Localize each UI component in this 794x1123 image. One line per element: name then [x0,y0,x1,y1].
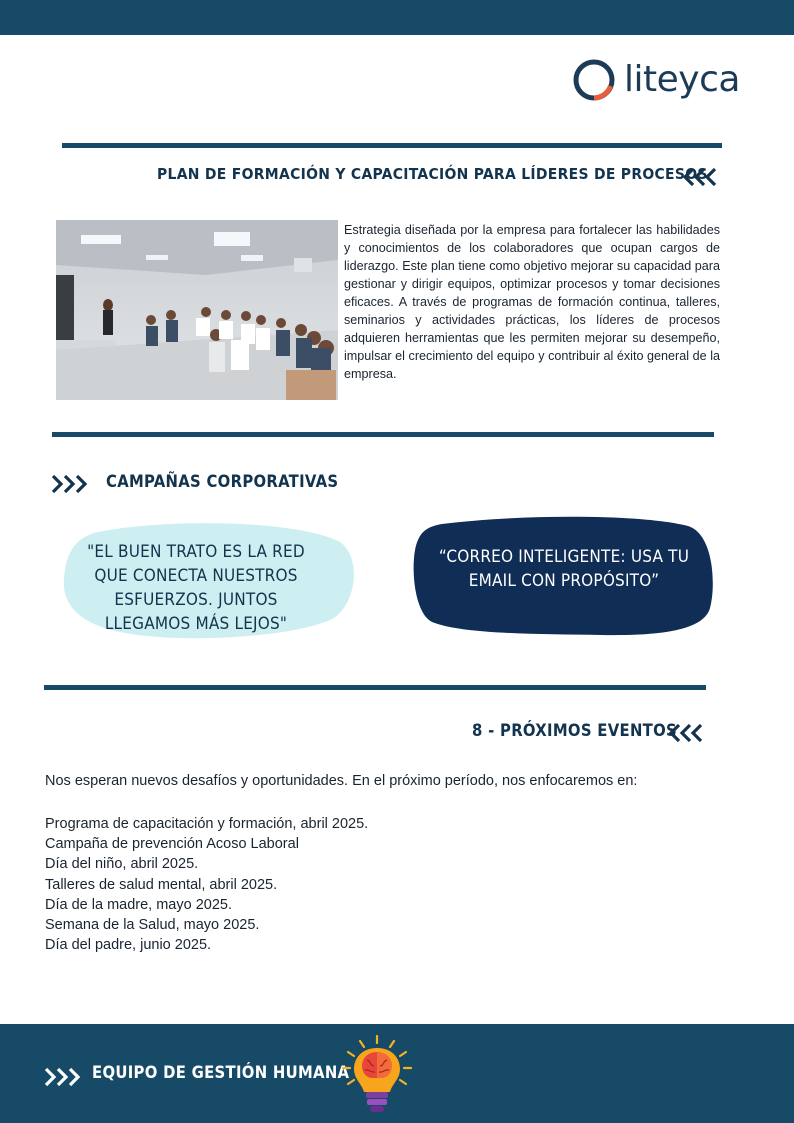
training-session-photo [56,220,338,400]
training-description: Estrategia diseñada por la empresa para fortalecer las habilidades y conocimientos de los colaboradores que ocupan cargos de liderazgo. Este plan tiene como objetivo mejorar su capacidad para gestionar y dirigir equipos, optimizar procesos y tomar decisiones eficaces. A través de programas de formación continua, talleres, seminarios y actividades prácticas, los líderes de procesos adquieren herramientas que les permiten mejorar su desempeño, impulsar el crecimiento del equipo y contribuir al éxito general de la empresa. [344,223,720,381]
chevrons-left-icon [668,722,710,744]
events-list [45,814,368,955]
list-item: Semana de la Salud, mayo 2025. [45,917,260,934]
events-intro-text: Nos esperan nuevos desafíos y oportunidades. En el próximo período, nos enfocaremos en: [45,773,638,789]
list-item: Talleres de salud mental, abril 2025. [45,876,278,893]
campaign-good-treatment-text: "EL BUEN TRATO ES LA RED QUE CONECTA NUESTROS ESFUERZOS. JUNTOS LLEGAMOS MÁS LEJOS" [87,542,305,634]
training-section-title: PLAN DE FORMACIÓN Y CAPACITACIÓN PARA LÍDERES DE PROCESOS [157,165,708,183]
chevrons-right-icon [43,1066,85,1088]
logo-wordmark: liteyca [624,59,740,100]
divider-bottom [44,685,706,690]
list-item: Día del padre, junio 2025. [45,937,212,954]
brand-logo [570,56,745,106]
list-item: Día de la madre, mayo 2025. [45,896,232,913]
top-banner [0,0,794,35]
list-item: Día del niño, abril 2025. [45,856,199,873]
chevrons-right-icon [50,473,92,495]
list-item: Programa de capacitación y formación, abril 2025. [45,816,369,832]
footer-team-title: EQUIPO DE GESTIÓN HUMANA [92,1063,350,1082]
events-section-title: 8 - PRÓXIMOS EVENTOS [472,721,678,740]
campaigns-section-title: CAMPAÑAS CORPORATIVAS [106,472,339,491]
logo-ring-icon [572,58,616,102]
list-item: Campaña de prevención Acoso Laboral [45,836,299,853]
divider-top [62,143,722,148]
chevrons-left-icon [682,166,722,188]
brain-lightbulb-icon [340,1034,414,1116]
campaign-smart-email-text: “CORREO INTELIGENTE: USA TU EMAIL CON PROPÓSITO” [438,547,690,591]
divider-middle [52,432,714,437]
